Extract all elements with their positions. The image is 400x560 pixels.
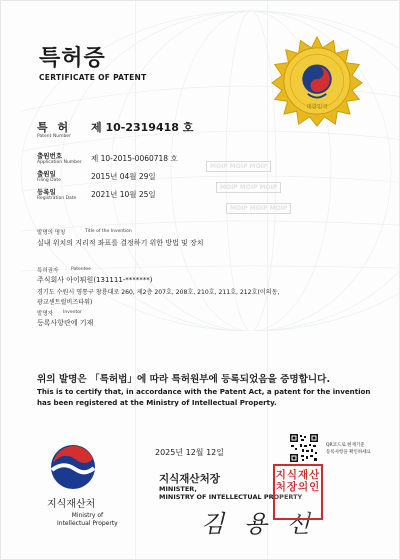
inventor-value: 등록사항란에 기재 (37, 319, 94, 327)
declaration-ko: 위의 발명은 「특허법」에 따라 특허원부에 등록되었음을 증명합니다. (37, 374, 331, 385)
filing-label: 출원일 (37, 170, 56, 178)
qr-note-line1: QR코드로 현재기준 (326, 443, 365, 448)
invention-label-en: Title of the Invention (85, 229, 132, 234)
official-red-seal (273, 464, 323, 520)
moip-stamp: MOIP MOIP MOIP (226, 203, 291, 214)
ministry-title-en: MINISTRY OF INTELLECTUAL PROPERTY (159, 493, 303, 501)
patent-label-en: Patent Number (37, 134, 71, 139)
ministry-name-en-line2: Intellectual Property (57, 520, 118, 527)
fold-line (267, 1, 268, 559)
patentee-address-cont: 광교센트럴비즈타워) (37, 299, 93, 306)
qr-code[interactable] (289, 433, 319, 463)
ministry-name-en-line1: Ministry of (71, 512, 104, 519)
government-emblem-icon (49, 443, 97, 491)
patentee-address: 경기도 수원시 영통구 창룡대로 260, 제2층 207호, 208호, 210호, 211호, 212호(이의동, (37, 289, 280, 296)
invention-title: 실내 위치의 지리적 좌표를 결정하기 위한 방법 및 장치 (37, 239, 204, 247)
signature: 김 용 선 (201, 510, 316, 538)
registration-date: 2021년 10월 25일 (91, 190, 156, 199)
patentee-label: 특허권자 (37, 268, 59, 274)
page-subtitle: CERTIFICATE OF PATENT (39, 73, 147, 82)
declaration-en-line1: This is to certify that, in accordance with the Patent Act, a patent for the invention (37, 387, 371, 396)
declaration-en-line2: has been registered at the Ministry of Intellectual Property. (37, 398, 277, 407)
gold-seal-icon (271, 35, 363, 127)
moip-stamp: MOIP MOIP MOIP (206, 161, 271, 172)
filing-label-en: Filing Date (37, 178, 61, 183)
qr-note-line2: 등록사항을 확인하세요 (326, 450, 371, 455)
patent-label: 특 허 (37, 121, 72, 134)
application-label: 출원번호 (37, 152, 63, 160)
inventor-label: 발명자 (37, 311, 53, 317)
seal-line2: 처장의인 (275, 481, 321, 493)
issue-date: 2025년 12월 12일 (155, 448, 224, 457)
patent-number: 제 10-2319418 호 (91, 121, 194, 134)
minister-title-en: MINISTER, (159, 485, 197, 493)
ministry-name-en (57, 512, 118, 528)
ministry-name-ko: 지식재산처 (47, 499, 96, 510)
registration-label: 등록일 (37, 188, 56, 196)
page-title: 특허증 (39, 46, 106, 71)
filing-date: 2015년 04월 29일 (91, 172, 156, 181)
invention-label: 발명의 명칭 (37, 230, 66, 236)
minister-title-ko: 지식재산처장 (159, 473, 220, 485)
seal-line1: 지식재산 (275, 469, 321, 481)
svg-text:대한민국: 대한민국 (306, 104, 328, 111)
inventor-label-en: Inventor (63, 310, 82, 315)
registration-label-en: Registration Date (37, 196, 77, 201)
moip-stamp: MOIP MOIP MOIP (216, 182, 281, 193)
patentee-name: 주식회사 아이튀원(131111-*******) (37, 276, 153, 284)
application-number: 제 10-2015-0060718 호 (91, 154, 178, 163)
patentee-label-en: Patentee (71, 267, 91, 272)
qr-note (326, 442, 398, 456)
application-label-en: Application Number (37, 160, 82, 165)
